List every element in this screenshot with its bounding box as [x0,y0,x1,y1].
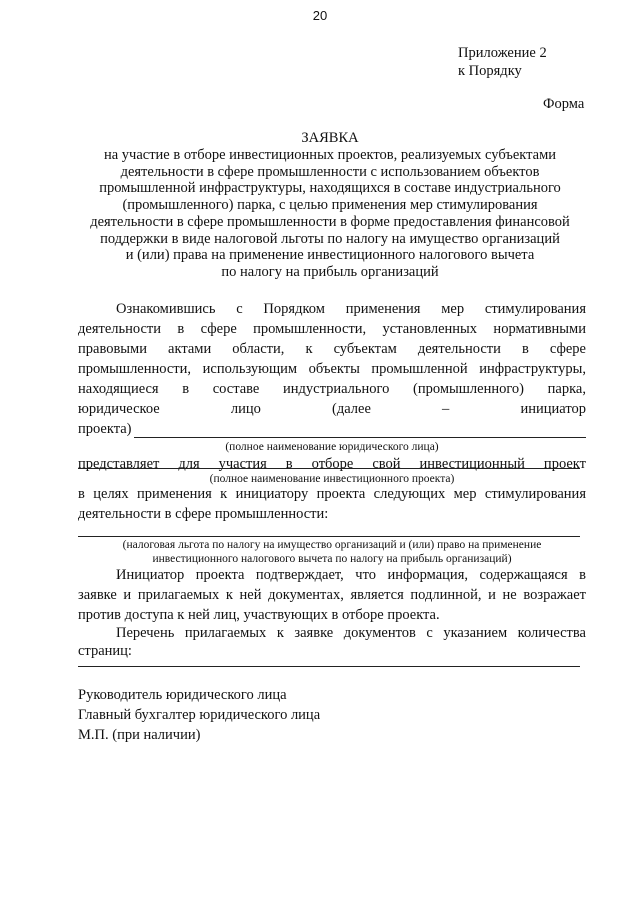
measures-line: деятельности в сфере промышленности: [78,506,329,522]
initiator-prefix: проекта) [78,421,132,437]
confirm-line: против доступа к ней лиц, участвующих в отборе проекта. [78,607,440,623]
appendix-line-2: к Порядку [458,63,522,79]
intro-line: промышленности, использующим объекты промышленной инфраструктуры, [78,361,586,377]
subtitle-line: на участие в отборе инвестиционных проектов, реализуемых субъектами [103,147,557,163]
presents-line: представляет для участия в отборе свой инвестиционный проект [78,456,586,472]
document-subtitle [60,147,600,281]
form-label: Форма [543,96,585,112]
subtitle-line: и (или) права на применение инвестиционного налогового вычета [125,247,535,264]
entity-name-field[interactable] [134,437,586,438]
docs-line: страниц: [78,643,132,659]
project-name-caption: (полное наименование инвестиционного проекта) [209,473,455,485]
subtitle-line: промышленной инфраструктуры, находящихся в составе индустриального [99,180,561,197]
intro-line: деятельности в сфере промышленности, установленных нормативными [78,321,586,337]
stamp-label: М.П. (при наличии) [78,727,201,743]
signature-block [78,685,320,745]
measures-field[interactable] [78,536,580,537]
appendix-reference [458,44,547,80]
subtitle-line: деятельности в сфере промышленности в форме предоставления финансовой [90,213,570,230]
documents-list-field[interactable] [78,666,580,667]
intro-line: правовыми актами области, к субъектам деятельности в сфере [78,341,586,357]
project-name-field[interactable] [78,468,580,469]
measures-caption-line: инвестиционного налогового вычета по налогу на прибыль организаций) [152,553,512,565]
subtitle-line: деятельности в сфере промышленности с использованием объектов [120,163,540,180]
entity-name-caption: (полное наименование юридического лица) [225,441,439,453]
intro-line: Ознакомившись с Порядком применения мер стимулирования [116,301,586,317]
docs-line: Перечень прилагаемых к заявке документов с указанием количества [116,625,586,641]
head-signature-label: Руководитель юридического лица [78,687,287,703]
accountant-signature-label: Главный бухгалтер юридического лица [78,707,321,723]
measures-line: в целях применения к инициатору проекта следующих мер стимулирования [78,486,586,502]
confirm-line: заявке и прилагаемых к ней документах, является подлинной, и не возражает [78,587,586,603]
measures-caption-line: (налоговая льгота по налогу на имущество организаций и (или) право на применение [122,539,542,551]
confirm-line: Инициатор проекта подтверждает, что информация, содержащаяся в [116,567,586,583]
appendix-line-1: Приложение 2 [458,45,547,61]
intro-line: юридическое лицо (далее – инициатор [78,401,586,417]
subtitle-line: поддержки в виде налоговой льготы по налогу на имущество организаций [100,230,560,247]
subtitle-line: (промышленного) парка, с целью применения мер стимулирования [122,197,538,214]
intro-line: находящиеся в составе индустриального (промышленного) парка, [78,381,586,397]
measures-caption [78,538,586,566]
subtitle-line: по налогу на прибыль организаций [221,263,439,280]
document-title: ЗАЯВКА [301,130,359,146]
page-number: 20 [312,8,328,23]
